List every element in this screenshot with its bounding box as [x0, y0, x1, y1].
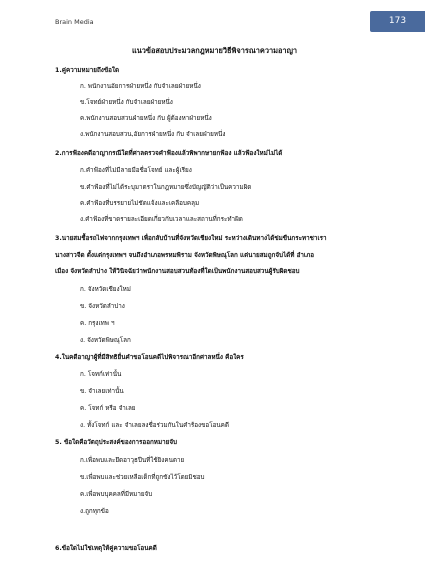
question-3-choice-c: ค. กรุงเทพ ฯ — [80, 320, 115, 327]
question-4-choice-d: ง. ทั้งโจทก์ และ จำเลยลงชื่อร่วมกันในคำร้องขอโอนคดี — [80, 422, 229, 429]
question-2-choice-d: ง.คำฟ้องที่ขาดรายละเอียดเกี่ยวกับเวลาและสถานที่กระทำผิด — [80, 216, 243, 223]
question-3-line-1: 3.นายสมชื้อรถไฟจากกรุงเทพฯ เพื่อกลับบ้านที่จังหวัดเชียงใหม่ ระหว่างเดินทางได้ข่มขืนกระทาชาเรา — [55, 235, 327, 242]
question-4: 4.ในคดีอาญาผู้ที่มีสิทธิยื่นคำขอโอนคดีไปพิจารณาอีกศาลหนึ่ง คือใคร — [55, 354, 244, 361]
question-3-choice-d: ง. จังหวัดพิษณุโลก — [80, 337, 131, 344]
question-6: 6.ข้อใดไม่ใช่เหตุให้คู่ความขอโอนคดี — [55, 545, 157, 552]
brand-name: Brain Media — [55, 18, 94, 26]
question-2-choice-b: ข.คำฟ้องที่ไม่ได้ระบุมาตราในกฎหมายซึ่งบัญญัติว่าเป็นความผิด — [80, 184, 252, 191]
question-1: 1.คู่ความหมายถึงข้อใด — [55, 67, 120, 74]
question-1-choice-c: ค.พนักงานสอบสวนฝ่ายหนึ่ง กับ ผู้ต้องหาฝ่ายหนึ่ง — [80, 115, 212, 122]
question-3-choice-a: ก. จังหวัดเชียงใหม่ — [80, 286, 131, 293]
question-2: 2.การฟ้องคดีอาญากรณีใดที่ศาลตรวจคำฟ้องแล้วพิพากษายกฟ้อง แล้วฟ้องใหม่ไม่ได้ — [55, 150, 283, 157]
question-4-choice-c: ค. โจทก์ หรือ จำเลย — [80, 405, 136, 412]
question-5-choice-a: ก.เพื่อพบและยึดอาวุธปืนที่ใช้ยิงคนตาย — [80, 457, 185, 464]
question-2-choice-a: ก.คำฟ้องที่ไม่มีลายมือชื่อโจทย์ และผู้เรียง — [80, 167, 192, 174]
question-5-choice-c: ค.เพื่อพบบุคคลที่มีหมายจับ — [80, 491, 153, 498]
page-number-badge: 173 — [370, 11, 425, 32]
page-header — [0, 0, 429, 44]
question-4-choice-a: ก. โจทก์เท่านั้น — [80, 371, 122, 378]
question-4-choice-b: ข. จำเลยเท่านั้น — [80, 388, 124, 395]
question-5-choice-b: ข.เพื่อพบและช่วยเหลือเด็กที่ถูกขังไว้โดยมิชอบ — [80, 474, 205, 481]
question-3-line-3: เมือง จังหวัดลำปาง ให้วินิจฉัยว่าพนักงานสอบสวนท้องที่ใดเป็นพนักงานสอบสวนผู้รับผิดชอบ — [55, 268, 300, 275]
question-1-choice-a: ก. พนักงานอัยการฝ่ายหนึ่ง กับจำเลยฝ่ายหนึ่ง — [80, 83, 201, 90]
question-5: 5. ข้อใดคือวัตถุประสงค์ของการออกหมายจับ — [55, 439, 178, 446]
question-3-line-2: นางสาวจีด ตั้งแต่กรุงเทพฯ จนถึงอำเภอพรหมพิราม จังหวัดพิษณุโลก แต่นายสมถูกจับได้ที่ อำเภอ — [55, 252, 315, 259]
question-3-choice-b: ข. จังหวัดลำปาง — [80, 303, 125, 310]
question-1-choice-b: ข.โจทย์ฝ่ายหนึ่ง กับจำเลยฝ่ายหนึ่ง — [80, 99, 173, 106]
question-1-choice-d: ง.พนักงานสอบสวน,อัยการฝ่ายหนึ่ง กับ จำเลยฝ่ายหนึ่ง — [80, 131, 226, 138]
question-2-choice-c: ค.คำฟ้องที่บรรยายไม่ชัดแจ้งและเคลือบคลุม — [80, 200, 200, 207]
document-title: แนวข้อสอบประมวลกฎหมายวิธีพิจารณาความอาญา — [131, 46, 298, 55]
question-5-choice-d: ง.ถูกทุกข้อ — [80, 508, 109, 515]
